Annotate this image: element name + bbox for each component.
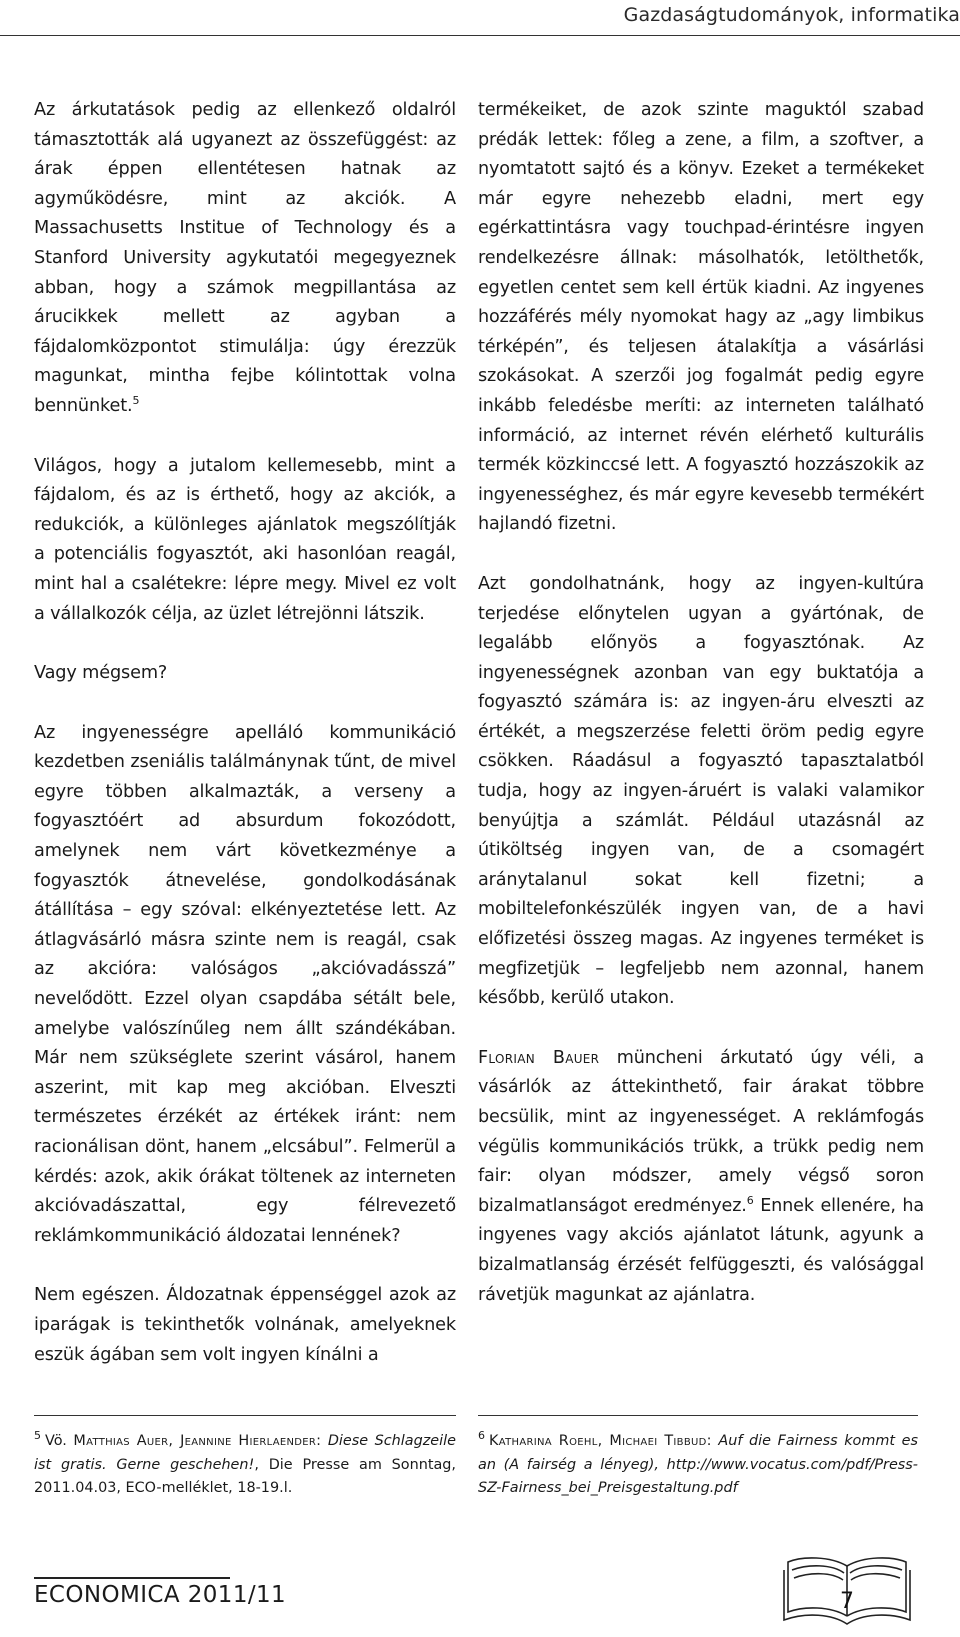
journal-title: ECONOMICA 2011/11 xyxy=(34,1582,287,1608)
footnote-5-title: Diese Schlagzeile ist gratis. Gerne geschehen! xyxy=(34,1433,456,1473)
journal-rule xyxy=(34,1577,230,1579)
paragraph-1 xyxy=(34,96,456,422)
footnote-5-prefix: Vö. xyxy=(45,1433,74,1449)
page-number: 7 xyxy=(840,1589,854,1614)
author-name-bauer: Florian Bauer xyxy=(478,1047,600,1068)
footnote-5-number: 5 xyxy=(34,1429,41,1442)
paragraph-2: Világos, hogy a jutalom kellemesebb, mint a fájdalom, és az is érthető, hogy az akciók, a redukciók, a különleges ajánlatok megszólítják a potenciális fogyasztót, aki hasonlóan reagál, mint hal a csalétekre: lépre megy. Mivel ez volt a vállalkozók célja, az üzlet létrejönni látszik. xyxy=(34,455,456,624)
paragraph-8-text-b: Ennek ellenére, ha ingyenes vagy akciós ajánlatot látunk, agyunk a bizalmatlanság érzését felfüggeszti, és valósággal rávetjük magunkat az ajánlatra. xyxy=(478,1195,924,1305)
paragraph-8-text-a: müncheni árkutató úgy véli, a vásárlók az áttekinthető, fair árakat többre becsülik, mint az ingyenességet. A reklámfogás végülis kommunikációs trükk, a trükk pedig nem fair: olyan módszer, amely végső soron bizalmatlanságot eredményez. xyxy=(478,1047,924,1216)
header-rule xyxy=(0,35,960,36)
footnote-ref-6: 6 xyxy=(746,1193,754,1207)
footnote-6-title: Auf die Fairness kommt es an (A fairség a lényeg), http://www.vocatus.com/pdf/Press-SZ-Fairness_bei_Preisgestaltung.pdf xyxy=(478,1433,918,1496)
footnote-6-authors: Katharina Roehl, Michaei Tibbud: xyxy=(489,1433,712,1449)
left-column xyxy=(34,96,456,1400)
right-column xyxy=(478,96,924,1340)
paragraph-5: Nem egészen. Áldozatnak éppenséggel azok az iparágak is tekinthetők volnának, amelyeknek eszük ágában sem volt ingyen kínálni a xyxy=(34,1285,456,1365)
running-header: Gazdaságtudományok, informatika xyxy=(623,4,960,26)
paragraph-6: termékeiket, de azok szinte maguktól szabad prédák lettek: főleg a zene, a film, a szoftver, a nyomtatott sajtó és a könyv. Ezeket a termékeket már egyre nehezebb eladni, mert egy egérkattintásra vagy touchpad-érintésre ingyen rendelkezésre állnak: másolhatók, letölthetők, egyetlen centet sem kell értük kiadni. Az ingyenes hozzáférés mély nyomokat hagy az „agy limbikus térképén”, és teljesen átalakítja a vásárlási szokásokat. A szerzői jog fogalmát pedig egyre inkább feledésbe meríti: az interneten található információ, az internet révén elérhető kulturális termék közkinccsé lett. A fogyasztó hozzászokik az ingyenességhez, és már egyre kevesebb termékért hajlandó fizetni. xyxy=(478,100,924,535)
footnote-6-number: 6 xyxy=(478,1429,485,1442)
footnote-5-rest: , Die Presse am Sonntag, 2011.04.03, ECO-melléklet, 18-19.l. xyxy=(34,1456,457,1496)
paragraph-1-text: Az árkutatások pedig az ellenkező oldalról támasztották alá ugyanezt az összefüggést: az árak éppen ellentétesen hatnak az agyműködésre, mint az akciók. A Massachusetts Institue of Technology és a Stanford University agykutatói megegyeznek abban, hogy a számok megpillantása az árucikkek mellett az agyban a fájdalomközpontot stimulálja: úgy érezzük magunkat, mintha fejbe kólintottak volna bennünket. xyxy=(34,100,456,416)
footnote-5-authors: Matthias Auer, Jeannine Hierlaender: xyxy=(73,1433,322,1449)
paragraph-7: Azt gondolhatnánk, hogy az ingyen-kultúra terjedése előnytelen ugyan a gyártónak, de legalább előnyös a fogyasztónak. Az ingyenességnek azonban van egy buktatója a fogyasztó számára is: az ingyen-áru elveszti az értékét, a megszerzése feletti öröm pedig egyre csökken. Ráadásul a fogyasztó tapasztalatból tudja, hogy az ingyen-áruért is valaki valamikor benyújtja a számlát. Például utazásnál az útiköltség ingyen van, de a csomagért aránytalanul sokat kell fizetni; a mobiltelefonkészülék ingyen van, de a havi előfizetési összeg magas. Az ingyenes terméket is megfizetjük – legfeljebb nem azonnal, hanem később, kerülő utakon. xyxy=(478,573,924,1009)
paragraph-3: Vagy mégsem? xyxy=(34,663,168,684)
footnote-rule-right xyxy=(478,1415,918,1416)
footnote-rule-left xyxy=(34,1415,456,1416)
footnote-ref-5: 5 xyxy=(132,393,140,407)
footnote-6 xyxy=(478,1430,918,1501)
footnote-5 xyxy=(34,1430,456,1501)
paragraph-4: Az ingyenességre apelláló kommunikáció kezdetben zseniális találmánynak tűnt, de mivel egyre többen alkalmazták, a verseny a fogyasztóért ad absurdum fokozódott, amelynek nem várt következménye a fogyasztók átnevelése, gondolkodásának átállítása – egy szóval: elkényeztetése lett. Az átlagvásárló másra szinte nem is reagál, csak az akcióra: valóságos „akcióvadásszá” nevelődött. Ezzel olyan csapdába sétált bele, amelybe valószínűleg nem állt szándékában. Már nem szükséglete szerint vásárol, hanem aszerint, mit kap meg akcióban. Elveszti természetes érzékét az értékek iránt: nem racionálisan dönt, hanem „elcsábul”. Felmerül a kérdés: azok, akik órákat töltenek az interneten akcióvadászattal, egy félrevezető reklámkommunikáció áldozatai lennének? xyxy=(34,722,456,1246)
paragraph-8 xyxy=(478,1044,924,1310)
